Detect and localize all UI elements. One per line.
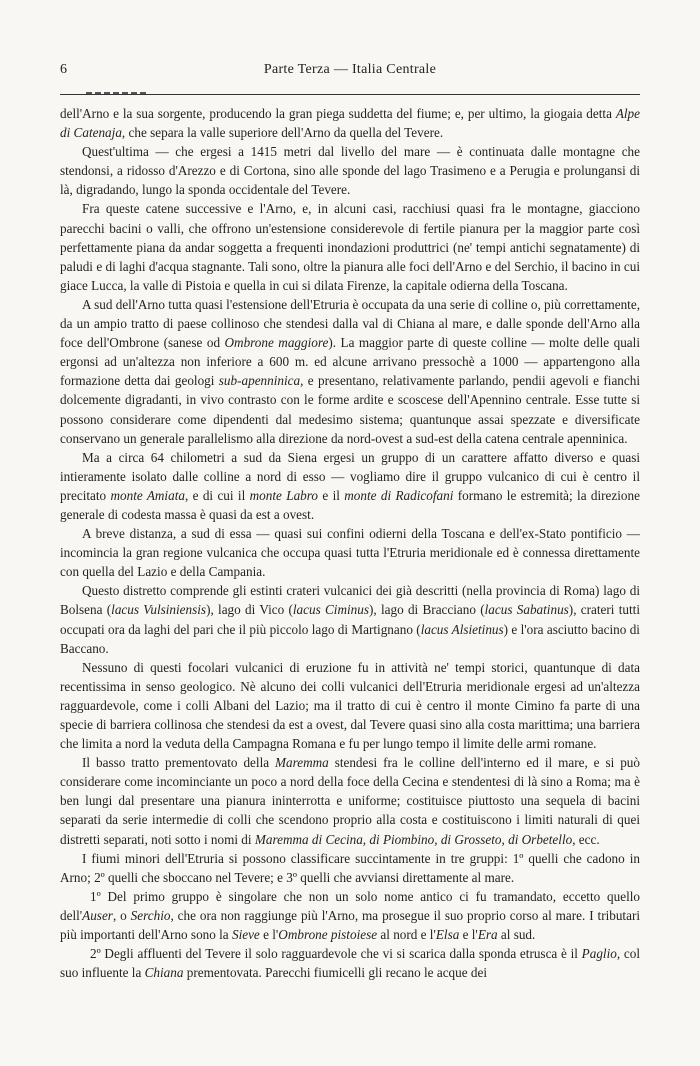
text-run: , ecc. — [572, 831, 600, 847]
text-run: 2º Degli affluenti del Tevere il solo ragguardevole che vi si scarica dalla sponda etrusca è il — [90, 946, 582, 962]
text-run: al nord e l' — [377, 927, 436, 943]
italic-text: Maremma di Cecina, di Piombino, di Grosseto, di Orbetello — [254, 831, 573, 847]
text-run: ). La maggior parte di queste colline — molte delle quali ergonsi ad un'altezza non inferiore a 600 m. ed alcune arrivano pressochè a 1000 — appartengono alla formazione detta dai geologi — [60, 335, 640, 389]
text-run: I fiumi minori dell'Etruria si possono classificare succintamente in tre gruppi: 1º quelli che cadono in Arno; 2º quelli che sboccano nel Tevere; e 3º quelli che avviansi direttamente al mare. — [60, 850, 640, 885]
text-run: , che ora non raggiunge più l'Arno, ma prosegue il suo proprio corso al mare. I tributari più importanti dell'Arno sono la — [60, 907, 641, 943]
italic-text: Sieve — [231, 927, 260, 943]
running-head: Parte Terza — Italia Centrale — [263, 62, 437, 77]
italic-text: monte Amiata — [110, 487, 185, 503]
italic-text: Alpe di Catenaja — [60, 106, 640, 141]
paragraph — [60, 944, 640, 982]
italic-text: Serchio — [130, 907, 171, 923]
text-run: stendesi fra le colline dell'interno ed il mare, e si può considerare come incominciante un poco a nord della foce della Cecina e stendentesi di là sino a Roma; ma è ben lungi dal presentare una pianura ininterrotta e uniforme; costituisce piuttosto una sequela di bacini separati da serie intermedie di colli che scendono proprio alla costa e costituiscono i limiti naturali di quei distretti separati, noti sotto i nomi di — [60, 755, 640, 847]
italic-text: Ombrone maggiore — [224, 335, 329, 351]
text-run: , o — [112, 907, 131, 923]
header-rule — [60, 94, 640, 95]
text-run: 1º Del primo gruppo è singolare che non un solo nome antico ci fu tramandato, eccetto quello dell' — [60, 888, 640, 923]
paragraph — [60, 142, 640, 199]
text-run: e il — [318, 487, 345, 503]
body-text — [60, 104, 640, 982]
text-run: prementovata. Parecchi fiumicelli gli recano le acque dei — [183, 965, 487, 981]
text-run: Il basso tratto prementovato della — [82, 755, 276, 771]
text-run: Nessuno di questi focolari vulcanici di eruzione fu in attività ne' tempi storici, quantunque di data recentissima in senso geologico. Nè alcuno dei colli vulcanici dell'Etruria meridionale ergesi ad un'altezza ragguardevole, come i colli Albani del Lazio; ma il tratto di cui è centro il monte Cimino fa parte di una specie di barriera collinosa che stendesi da est a ovest, dal Tevere quasi sino alla costa marittima; una barriera che limita a nord la veduta della Campagna Romana e fu per lungo tempo il limite delle armi romane. — [60, 659, 640, 752]
paragraph — [60, 104, 640, 142]
text-run: , e di cui il — [184, 487, 250, 503]
text-run: ), lago di Bracciano ( — [368, 602, 485, 618]
text-run: ), lago di Vico ( — [206, 602, 293, 618]
italic-text: Ombrone pistoiese — [278, 927, 378, 943]
italic-text: monte di Radicofani — [344, 487, 454, 503]
text-run: Ma a circa 64 chilometri a sud da Siena ergesi un gruppo di un carattere affatto diverso e quasi intieramente isolato dalle colline a nord di esso — vogliamo dire il gruppo vulcanico di cui è centro il precitato — [60, 449, 640, 503]
paragraph — [60, 524, 640, 581]
italic-text: lacus Ciminus — [292, 602, 369, 618]
italic-text: monte Labro — [249, 487, 318, 503]
paragraph — [60, 199, 640, 294]
paragraph — [60, 658, 640, 753]
text-run: al sud. — [497, 927, 536, 943]
text-run: , e presentano, relativamente parlando, pendii agevoli e fianchi dolcemente digradanti, in vivo contrasto con le forme ardite e scoscese dell'Apennino centrale. Esse tutte si possono considerare come dipendenti dal medesimo sistema; quantunque assai spezzate e diversificate conservano un generale parallelismo alla direzione da nord-ovest a sud-est della catena centrale apenninica. — [60, 373, 641, 446]
italic-text: Paglio — [581, 946, 617, 962]
text-run: Questo distretto comprende gli estinti crateri vulcanici dei già descritti (nella provincia di Roma) lago di Bolsena ( — [60, 583, 640, 618]
text-run: dell'Arno e la sua sorgente, producendo la gran piega suddetta del fiume; e, per ultimo, la giogaia detta — [60, 106, 616, 121]
italic-text: Auser — [82, 907, 113, 923]
paragraph — [60, 753, 640, 848]
paragraph — [60, 295, 640, 448]
text-run: , che separa la valle superiore dell'Arno da quella del Tevere. — [121, 125, 444, 141]
text-run: e l' — [459, 927, 478, 943]
text-run: , col suo influente la — [60, 946, 640, 981]
italic-text: lacus Sabatinus — [484, 602, 569, 618]
page-header — [60, 62, 640, 84]
paragraph — [60, 448, 640, 524]
text-run: ) e l'ora asciutto bacino di Baccano. — [60, 621, 640, 656]
italic-text: Maremma — [275, 755, 329, 771]
text-run: Quest'ultima — che ergesi a 1415 metri dal livello del mare — è continuata dalle montagne che stendonsi, a ridosso d'Arezzo e di Cortona, sino alle sponde del lago Trasimeno e a Perugia e prolungansi di là, digradando, lungo la sponda occidentale del Tevere. — [60, 144, 640, 198]
page-number: 6 — [60, 62, 67, 77]
italic-text: Era — [477, 927, 498, 943]
italic-text: sub-apenninica — [218, 373, 301, 389]
italic-text: lacus Vulsiniensis — [111, 602, 207, 618]
paragraph — [60, 887, 640, 944]
text-run: ), crateri tutti occupati ora da laghi del pari che il più piccolo lago di Martignano ( — [60, 602, 640, 637]
italic-text: Elsa — [435, 927, 460, 943]
text-run: e l' — [259, 927, 279, 943]
text-run: A sud dell'Arno tutta quasi l'estensione dell'Etruria è occupata da una serie di colline o, più correttamente, da un ampio tratto di paese collinoso che stendesi dalla val di Chiana al mare, e dalle sponde dell'Arno alla foce dell'Ombrone (sanese od — [60, 296, 640, 351]
paragraph — [60, 581, 640, 657]
italic-text: lacus Alsietinus — [420, 621, 504, 637]
text-run: A breve distanza, a sud di essa — quasi sui confini odierni della Toscana e dell'ex-Stato pontificio — incomincia la gran regione vulcanica che occupa quasi tutta l'Etruria meridionale ed è connessa direttamente con quella del Lazio e della Campania. — [60, 526, 640, 580]
text-run: Fra queste catene successive e l'Arno, e, in alcuni casi, racchiusi quasi fra le montagne, giacciono parecchi bacini o valli, che offrono un'estensione considerevole di fertile pianura per la maggior parte così perfettamente piana da andar soggetta a frequenti inondazioni produttrici (ne' tempi antichi segnatamente) di paludi e di laghi d'acqua stagnante. Tali sono, oltre la pianura alle foci dell'Arno e del Serchio, il bacino in cui giace Lucca, la valle di Pistoia e quella in cui si dilata Firenze, la capitale odierna della Toscana. — [60, 201, 640, 293]
paragraph — [60, 849, 640, 887]
text-run: formano le estremità; la direzione generale di codesta massa è quasi da est a ovest. — [60, 487, 640, 522]
italic-text: Chiana — [144, 965, 184, 981]
